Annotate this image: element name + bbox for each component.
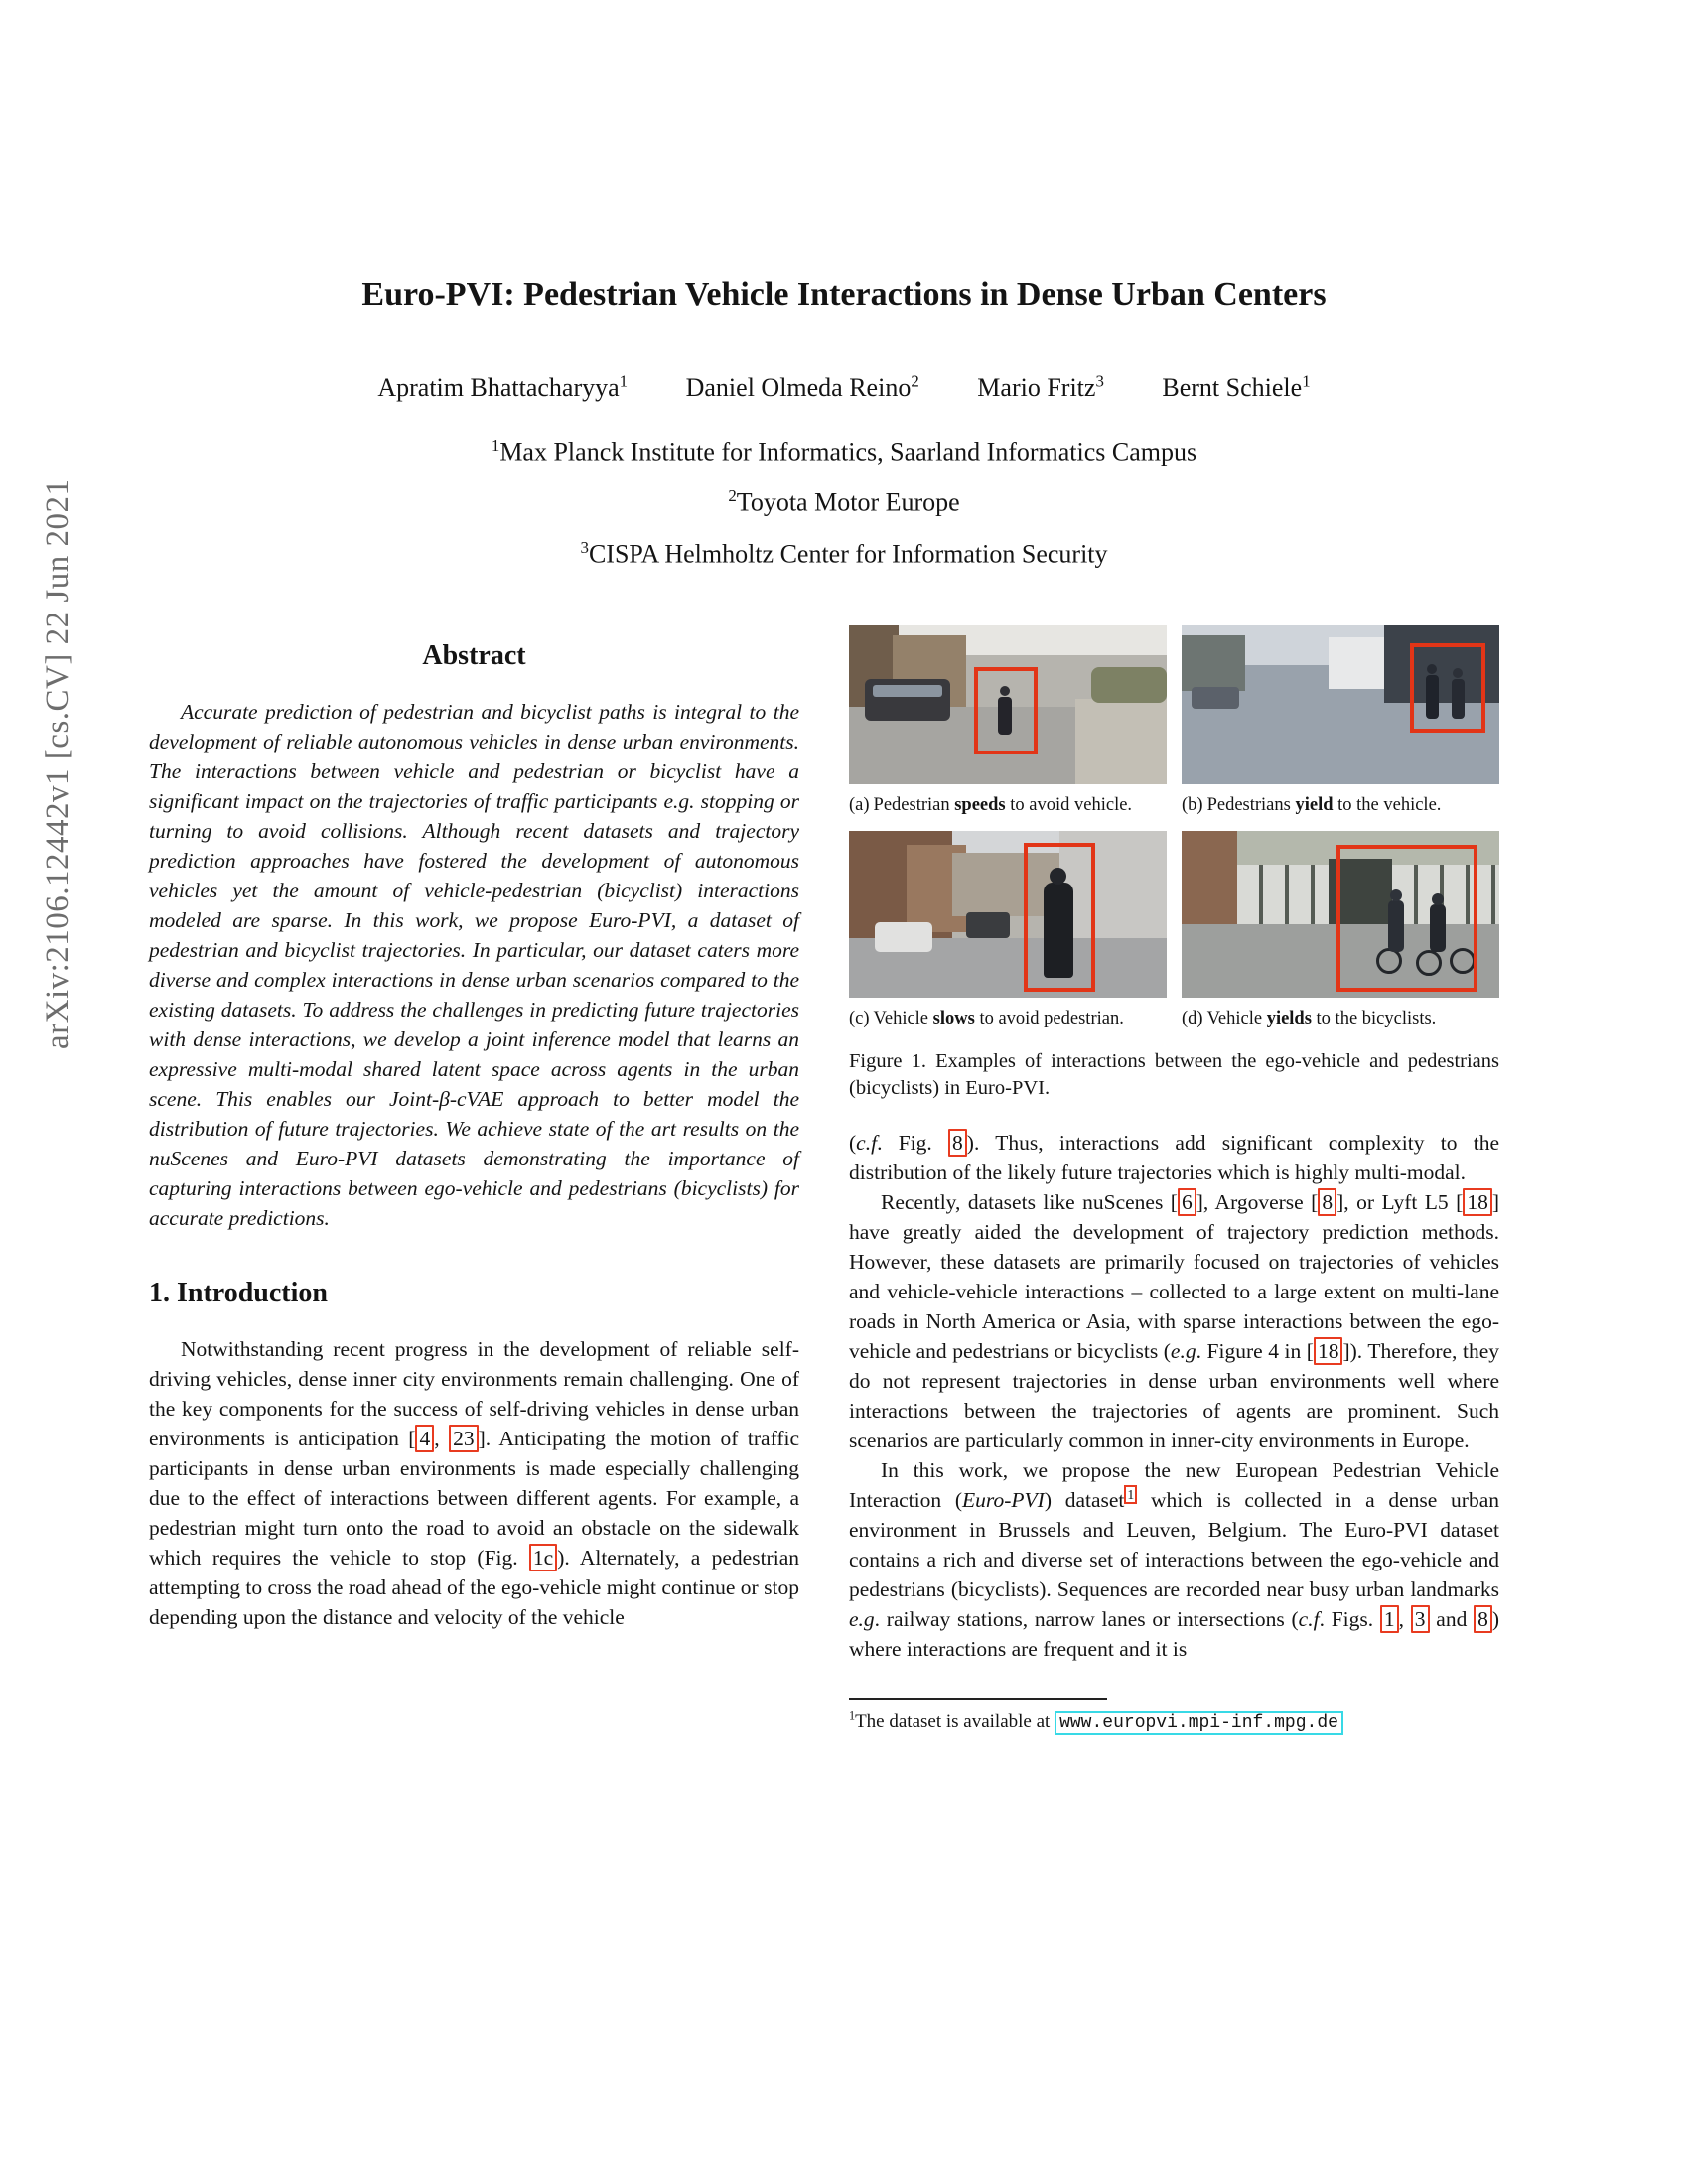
author-name: Bernt Schiele [1162, 372, 1303, 402]
right-column [849, 625, 1499, 1736]
text: ) where interactions are frequent and it is [849, 1607, 1500, 1661]
text: ] have greatly aided the development of trajectory prediction methods. However, these datasets are primarily focused on trajectories of vehicles and vehicle-vehicle interactions – collected to a large extent on multi-lane roads in North America or Asia, with sparse interactions between the ego-vehicle and pedestrians or bicyclists ( [849, 1190, 1499, 1363]
bold-keyword: yields [1266, 1009, 1312, 1028]
subcaption-d [1182, 1007, 1499, 1030]
detection-box [1410, 643, 1485, 733]
bold-keyword: yield [1295, 795, 1334, 815]
dataset-url-link[interactable]: www.europvi.mpi-inf.mpg.de [1055, 1711, 1343, 1735]
author [977, 373, 1104, 402]
italic-text: c.f [1298, 1607, 1320, 1631]
italic-text: Euro-PVI [962, 1488, 1045, 1512]
abstract-text: Accurate prediction of pedestrian and bicyclist paths is integral to the development of reliable autonomous vehicles in dense urban environments. The interactions between vehicle and pedestrian or bicyclist have a significant impact on the trajectories of traffic participants e.g. stopping or turning to avoid collisions. Although recent datasets and trajectory prediction approaches have fostered the development of autonomous vehicles yet the amount of vehicle-pedestrian (bicyclist) interactions modeled are sparse. In this work, we propose Euro-PVI, a dataset of pedestrian and bicyclist trajectories. In particular, our dataset caters more diverse and complex interactions in dense urban scenarios compared to the existing datasets. To address the challenges in predicting future trajectories with dense interactions, we develop a joint inference model that learns an expressive multi-modal shared latent space across agents in the urban scene. This enables our Joint-β-cVAE approach to better model the distribution of future trajectories. We achieve state of the art results on the nuScenes and Euro-PVI datasets demonstrating the importance of capturing interactions between ego-vehicle and pedestrians (bicyclists) for accurate predictions. [149, 700, 799, 1230]
figure1-photo-c [849, 831, 1167, 998]
body-paragraph-3 [849, 1455, 1499, 1664]
text: Recently, datasets like nuScenes [ [881, 1190, 1178, 1214]
text: ], or Lyft L5 [ [1336, 1190, 1464, 1214]
author-affil-sup: 2 [911, 371, 919, 390]
author [1162, 373, 1310, 402]
bold-keyword: speeds [954, 795, 1006, 815]
author [686, 373, 919, 402]
detection-box [974, 667, 1038, 754]
text: to avoid vehicle. [1005, 795, 1133, 815]
author-name: Mario Fritz [977, 372, 1096, 402]
subcaption-text [874, 795, 1133, 815]
figure-1 [849, 625, 1499, 1102]
building [1329, 637, 1390, 689]
figure1-row-2 [849, 831, 1499, 998]
affiliation-sup: 3 [580, 537, 589, 557]
text: to the vehicle. [1333, 795, 1442, 815]
left-column [149, 625, 799, 1632]
subcaption-label: (a) [849, 795, 870, 815]
author-name: Daniel Olmeda Reino [685, 372, 912, 402]
parked-car [875, 922, 932, 952]
affiliation-block [149, 423, 1539, 577]
affiliation-text: CISPA Helmholtz Center for Information Security [588, 539, 1108, 569]
citation-link[interactable]: 18 [1314, 1337, 1343, 1365]
footnote-ref-link[interactable]: 1 [1124, 1485, 1137, 1504]
text: ], Argoverse [ [1196, 1190, 1319, 1214]
text: Notwithstanding recent progress in the development of reliable self-driving vehicles, dense inner city environments remain challenging. One of the key components for the success of self-driving vehicles in dense urban environments is anticipation [ [149, 1337, 799, 1450]
building [1182, 831, 1237, 934]
affiliation [149, 525, 1539, 577]
van-window [873, 685, 942, 697]
footnote [849, 1709, 1499, 1736]
greenery [1091, 667, 1167, 703]
figure1-photo-b [1182, 625, 1499, 784]
vehicle [966, 912, 1010, 938]
text: ( [849, 1131, 857, 1155]
italic-text: e.g [1170, 1339, 1196, 1363]
figure1-subcaptions-row-2 [849, 1007, 1499, 1030]
footnote-rule [849, 1698, 1107, 1700]
text: ]. Anticipating the motion of traffic participants in dense urban environments is made especially challenging due to the effect of interactions between different agents. For example, a pedestrian might turn onto the road to avoid an obstacle on the sidewalk which requires the vehicle to stop (Fig. [149, 1427, 800, 1570]
affiliation [149, 423, 1539, 475]
detection-box [1336, 845, 1477, 992]
author-line [149, 371, 1539, 403]
affiliation-text: Max Planck Institute for Informatics, Saarland Informatics Campus [499, 437, 1197, 467]
parked-car [1192, 687, 1239, 709]
subcaption-text [1207, 795, 1442, 815]
subcaption-b [1182, 793, 1499, 817]
figure1-row-1 [849, 625, 1499, 784]
citation-link[interactable]: 4 [415, 1425, 434, 1452]
trees [1182, 635, 1245, 691]
affiliation-sup: 1 [491, 435, 500, 455]
affiliation [149, 474, 1539, 525]
figure1-photo-a [849, 625, 1167, 784]
subcaption-text [874, 1009, 1124, 1028]
text: ). Alternately, a pedestrian attempting to cross the road ahead of the ego-vehicle might continue or stop depending upon the distance and velocity of the vehicle [149, 1546, 799, 1629]
intro-paragraph [149, 1334, 799, 1632]
subcaption-c [849, 1007, 1167, 1030]
figure1-subcaptions-row-1 [849, 793, 1499, 817]
figure1-caption: Figure 1. Examples of interactions between the ego-vehicle and pedestrians (bicyclists) in Euro-PVI. [849, 1050, 1499, 1099]
text: Pedestrian [873, 795, 955, 815]
text: The dataset is available at [855, 1711, 1055, 1732]
text: Pedestrians [1206, 795, 1296, 815]
text: and [1429, 1607, 1475, 1631]
subcaption-label: (b) [1182, 795, 1203, 815]
subcaption-label: (d) [1182, 1009, 1203, 1028]
subcaption-a [849, 793, 1167, 817]
text: Vehicle [873, 1009, 933, 1028]
author-affil-sup: 1 [619, 371, 629, 390]
body-paragraph-1 [849, 1128, 1499, 1187]
text: . railway stations, narrow lanes or intersections ( [874, 1607, 1299, 1631]
text: . Fig. [877, 1131, 949, 1155]
footnote-marker: 1 [849, 1708, 856, 1723]
abstract-heading: Abstract [422, 640, 526, 671]
sidewalk [1075, 699, 1167, 784]
text: ). Thus, interactions add significant complexity to the distribution of the likely future trajectories which is highly multi-modal. [849, 1131, 1499, 1184]
text: , [434, 1427, 450, 1450]
author-affil-sup: 1 [1302, 371, 1311, 390]
paper-header [149, 274, 1539, 577]
text: to the bicyclists. [1311, 1009, 1437, 1028]
author-name: Apratim Bhattacharyya [377, 372, 620, 402]
italic-text: c.f [856, 1131, 878, 1155]
affiliation-sup: 2 [728, 486, 737, 506]
citation-link[interactable]: 1 [1380, 1605, 1399, 1633]
citation-link[interactable]: 8 [1318, 1188, 1336, 1216]
text: ]). Therefore, they do not represent trajectories in dense urban environments well where interactions between the trajectories of agents are prominent. Such scenarios are particularly common in inner-city environments in Europe. [849, 1339, 1500, 1452]
paper-title: Euro-PVI: Pedestrian Vehicle Interactions in Dense Urban Centers [361, 276, 1327, 313]
citation-link[interactable]: 8 [948, 1129, 967, 1157]
subcaption-text [1207, 1009, 1437, 1028]
bold-keyword: slows [932, 1009, 975, 1028]
text: , [1398, 1607, 1411, 1631]
figure1-photo-d [1182, 831, 1499, 998]
text: which is collected in a dense urban environment in Brussels and Leuven, Belgium. The Euro-PVI dataset contains a rich and diverse set of interactions between the ego-vehicle and pedestrians (bicyclists). Sequences are recorded near busy urban landmarks [849, 1488, 1499, 1601]
citation-link[interactable]: 3 [1411, 1605, 1430, 1633]
detection-box [1024, 843, 1095, 992]
text: . Figure 4 in [ [1196, 1339, 1314, 1363]
author-affil-sup: 3 [1095, 371, 1104, 390]
author [377, 373, 628, 402]
citation-link[interactable]: 23 [449, 1425, 479, 1452]
citation-link[interactable]: 18 [1463, 1188, 1492, 1216]
subcaption-label: (c) [849, 1009, 870, 1028]
text: Vehicle [1206, 1009, 1267, 1028]
arxiv-watermark: arXiv:2106.12442v1 [cs.CV] 22 Jun 2021 [40, 478, 75, 1050]
citation-link[interactable]: 1c [529, 1544, 557, 1571]
body-paragraph-2 [849, 1187, 1499, 1455]
text: ) dataset [1044, 1488, 1125, 1512]
affiliation-text: Toyota Motor Europe [736, 487, 960, 517]
text: to avoid pedestrian. [974, 1009, 1124, 1028]
section-heading-introduction: 1. Introduction [149, 1278, 328, 1308]
italic-text: e.g [849, 1607, 875, 1631]
citation-link[interactable]: 6 [1178, 1188, 1196, 1216]
text: In this work, we propose the new European Pedestrian Vehicle Interaction ( [849, 1458, 1499, 1512]
citation-link[interactable]: 8 [1474, 1605, 1492, 1633]
text: . Figs. [1319, 1607, 1380, 1631]
